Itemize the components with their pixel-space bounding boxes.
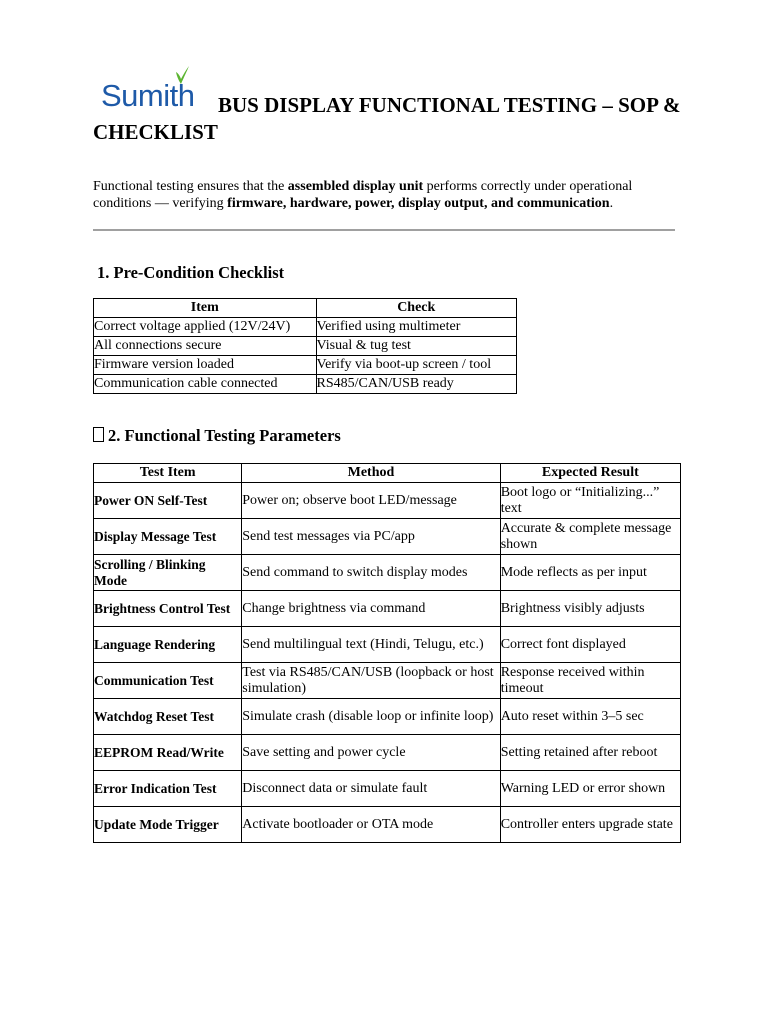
horizontal-divider [93, 229, 675, 231]
table-cell: Firmware version loaded [94, 356, 317, 375]
test-item-cell: Power ON Self-Test [94, 483, 242, 519]
document-page [93, 62, 683, 843]
method-cell: Change brightness via command [242, 591, 500, 627]
method-cell: Test via RS485/CAN/USB (loopback or host simulation) [242, 663, 500, 699]
table-row [94, 318, 517, 337]
method-cell: Send test messages via PC/app [242, 519, 500, 555]
intro-paragraph: Functional testing ensures that the assembled display unit performs correctly under operational conditions — verifying firmware, hardware, power, display output, and communication. [93, 179, 633, 211]
test-item-cell: Display Message Test [94, 519, 242, 555]
test-item-cell: Communication Test [94, 663, 242, 699]
expected-result-cell: Boot logo or “Initializing...” text [500, 483, 680, 519]
table-row [94, 735, 681, 771]
svg-text:Sumith: Sumith [101, 78, 195, 112]
column-header: Test Item [94, 464, 242, 483]
expected-result-cell: Response received within timeout [500, 663, 680, 699]
table-row [94, 555, 681, 591]
table-row [94, 699, 681, 735]
method-cell: Send command to switch display modes [242, 555, 500, 591]
table-row [94, 807, 681, 843]
section-heading-functional [93, 426, 683, 446]
table-row [94, 591, 681, 627]
table-cell: Visual & tug test [316, 337, 516, 356]
expected-result-cell: Correct font displayed [500, 627, 680, 663]
method-cell: Simulate crash (disable loop or infinite loop) [242, 699, 500, 735]
table-row [94, 519, 681, 555]
expected-result-cell: Warning LED or error shown [500, 771, 680, 807]
table-row [94, 375, 517, 394]
table-row [94, 771, 681, 807]
table-row [94, 356, 517, 375]
table-header-row [94, 464, 681, 483]
expected-result-cell: Setting retained after reboot [500, 735, 680, 771]
method-cell: Activate bootloader or OTA mode [242, 807, 500, 843]
table-header-row [94, 299, 517, 318]
functional-test-table [93, 463, 681, 843]
table-cell: Verified using multimeter [316, 318, 516, 337]
table-cell: Verify via boot-up screen / tool [316, 356, 516, 375]
table-row [94, 483, 681, 519]
table-cell: Communication cable connected [94, 375, 317, 394]
column-header: Method [242, 464, 500, 483]
expected-result-cell: Accurate & complete message shown [500, 519, 680, 555]
header [93, 62, 683, 142]
table-cell: RS485/CAN/USB ready [316, 375, 516, 394]
expected-result-cell: Controller enters upgrade state [500, 807, 680, 843]
column-header: Expected Result [500, 464, 680, 483]
table-cell: Correct voltage applied (12V/24V) [94, 318, 317, 337]
table-row [94, 627, 681, 663]
table-row [94, 663, 681, 699]
section-heading-precondition: 1. Pre-Condition Checklist [97, 263, 285, 282]
expected-result-cell: Brightness visibly adjusts [500, 591, 680, 627]
method-cell: Power on; observe boot LED/message [242, 483, 500, 519]
method-cell: Save setting and power cycle [242, 735, 500, 771]
expected-result-cell: Auto reset within 3–5 sec [500, 699, 680, 735]
method-cell: Send multilingual text (Hindi, Telugu, etc.) [242, 627, 500, 663]
column-header: Item [94, 299, 317, 318]
test-item-cell: Brightness Control Test [94, 591, 242, 627]
page-title: BUS DISPLAY FUNCTIONAL TESTING – SOP & CHECKLIST [93, 93, 681, 144]
test-item-cell: Scrolling / Blinking Mode [94, 555, 242, 591]
test-item-cell: Error Indication Test [94, 771, 242, 807]
method-cell: Disconnect data or simulate fault [242, 771, 500, 807]
test-item-cell: Language Rendering [94, 627, 242, 663]
table-cell: All connections secure [94, 337, 317, 356]
precondition-table [93, 298, 517, 394]
expected-result-cell: Mode reflects as per input [500, 555, 680, 591]
test-item-cell: EEPROM Read/Write [94, 735, 242, 771]
column-header: Check [316, 299, 516, 318]
section-heading-text: 2. Functional Testing Parameters [108, 426, 341, 445]
missing-glyph-icon [93, 427, 104, 442]
test-item-cell: Update Mode Trigger [94, 807, 242, 843]
table-row [94, 337, 517, 356]
test-item-cell: Watchdog Reset Test [94, 699, 242, 735]
